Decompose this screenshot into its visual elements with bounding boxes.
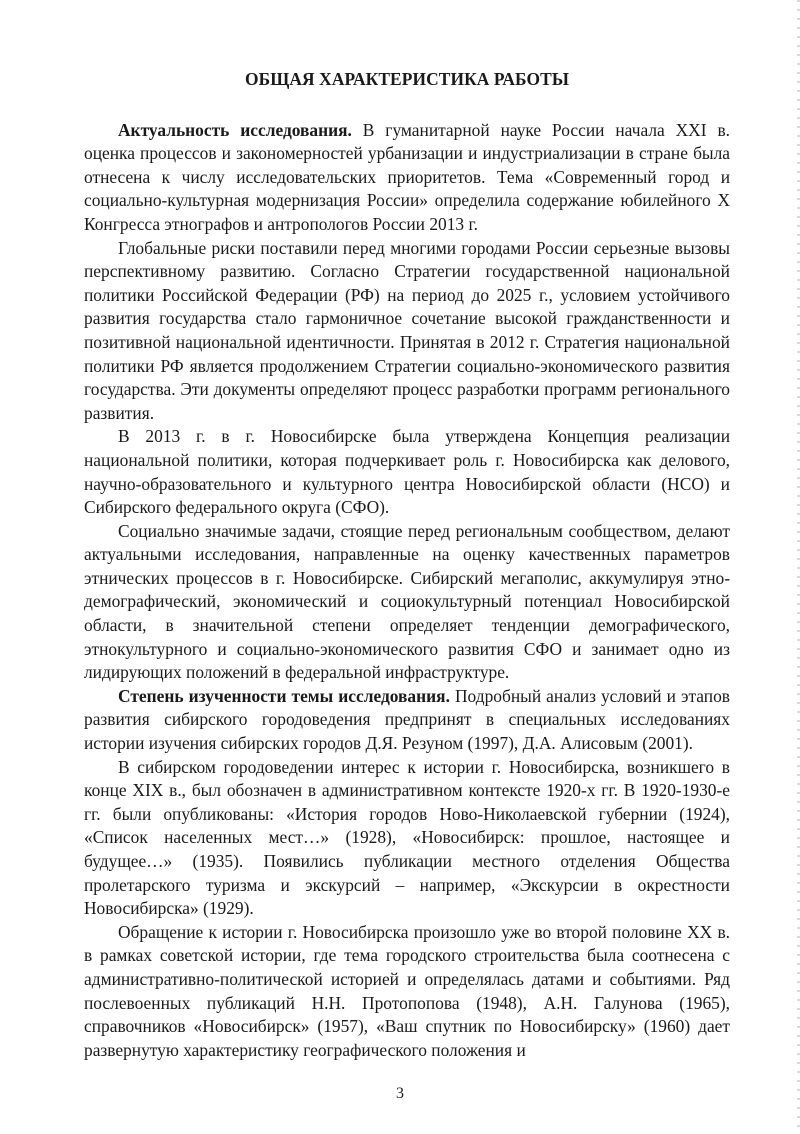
paragraph-soviet-history <box>84 921 730 1063</box>
paragraph-text: Обращение к истории г. Новосибирска произошло уже во второй половине XX в. в рамках советской истории, где тема городского строительства была соотнесена с административно-политической историей и определялась датами и событиями. Ряд послевоенных публикаций Н.Н. Протопопова (1948), А.Н. Галунова (1965), справочников «Новосибирск» (1957), «Ваш спутник по Новосибирску» (1960) дает развернутую характеристику географического положения и <box>84 921 730 1060</box>
paragraph-global-risks <box>84 237 730 426</box>
paragraph-text: Подробный анализ условий и этапов развития сибирского городоведения предпринят в специальных исследованиях истории изучения сибирских городов Д.Я. Резуном (1997), Д.А. Алисовым (2001). <box>84 685 730 754</box>
paragraph-text: Социально значимые задачи, стоящие перед региональным сообществом, делают актуальными исследования, направленные на оценку качественных параметров этнических процессов в г. Новосибирске. Сибирский мегаполис, аккумулируя этно-демографический, экономический и социокультурный потенциал Новосибирской области, в значительной степени определяет тенденции демографического, этнокультурного и социально-экономического развития СФО и занимает одно из лидирующих положений в федеральной инфраструктуре. <box>84 520 730 683</box>
page-number: 3 <box>396 1085 404 1102</box>
paragraph-lead: Степень изученности темы исследования. <box>118 685 450 706</box>
document-page <box>84 68 730 1062</box>
paragraph-lead: Актуальность исследования. <box>118 119 352 140</box>
paragraph-text: В сибирском городоведении интерес к истории г. Новосибирска, возникшего в конце XIX в., был обозначен в административном контексте 1920-х гг. В 1920-1930-е гг. были опубликованы: «История городов Ново-Николаевской губернии (1924), «Список населенных мест…» (1928), «Новосибирск: прошлое, настоящее и будущее…» (1935). Появились публикации местного отделения Общества пролетарского туризма и экскурсий – например, «Экскурсии в окрестности Новосибирска» (1929). <box>84 756 730 919</box>
section-title: ОБЩАЯ ХАРАКТЕРИСТИКА РАБОТЫ <box>244 69 570 89</box>
paragraph-concept-2013 <box>84 425 730 519</box>
paragraph-text: В 2013 г. в г. Новосибирске была утверждена Концепция реализации национальной политики, которая подчеркивает роль г. Новосибирска как делового, научно-образовательного и культурного центра Новосибирской области (НСО) и Сибирского федерального округа (СФО). <box>84 426 730 518</box>
paragraph-text: Глобальные риски поставили перед многими городами России серьезные вызовы перспективному развитию. Согласно Стратегии государственной национальной политики Российской Федерации (РФ) на период до 2025 г., условием устойчивого развития государства стало гармоничное сочетание высокой гражданственности и позитивной национальной идентичности. Принятая в 2012 г. Стратегия национальной политики РФ является продолжением Стратегии социально-экономического развития государства. Эти документы определяют процесс разработки программ регионального развития. <box>84 237 730 423</box>
paragraph-text: В гуманитарной науке России начала XXI в. оценка процессов и закономерностей урбанизации и индустриализации в стране была отнесена к числу исследовательских приоритетов. Тема «Современный город и социально-культурная модернизация России» определила содержание юбилейного X Конгресса этнографов и антропологов России 2013 г. <box>84 119 731 234</box>
paragraph-degree-of-study <box>84 685 730 756</box>
paragraph-social-tasks <box>84 520 730 685</box>
paragraph-relevance <box>84 119 730 237</box>
paragraph-city-history-1920s <box>84 756 730 921</box>
